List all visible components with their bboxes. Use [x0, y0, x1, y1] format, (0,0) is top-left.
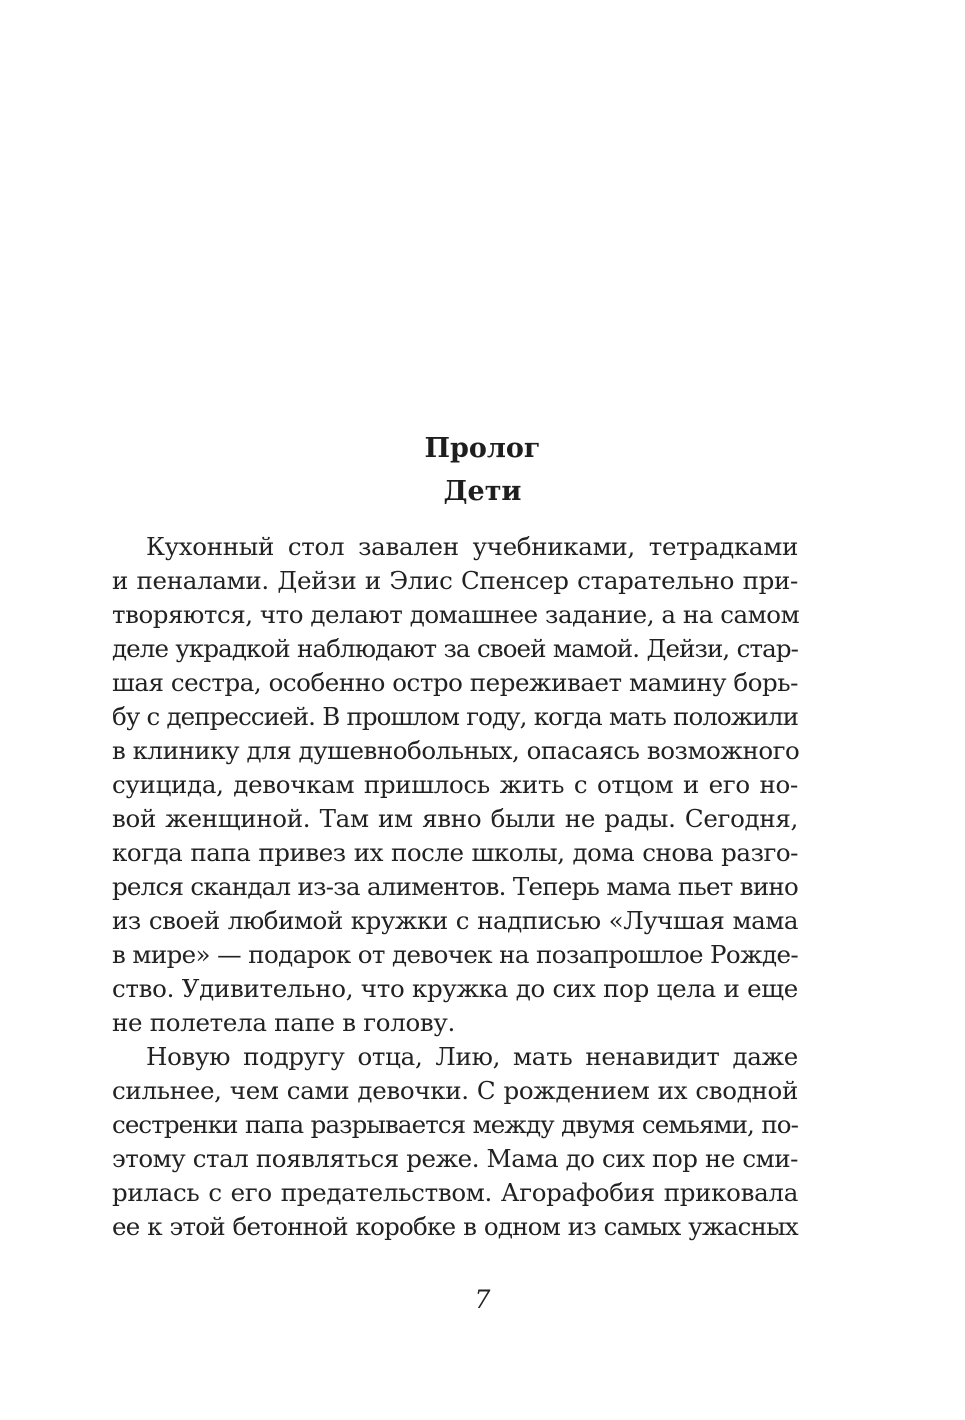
text-line: суицида, девочкам пришлось жить с отцом и его но- — [112, 770, 798, 799]
text-line: шая сестра, особенно остро переживает мамину борь- — [112, 668, 798, 697]
paragraph — [112, 1040, 798, 1244]
text-line: сестренки папа разрывается между двумя семьями, по- — [112, 1110, 798, 1139]
text-line: в мире» — подарок от девочек на позапрошлое Рожде- — [112, 940, 799, 969]
text-line: Кухонный стол завален учебниками, тетрадками — [146, 532, 798, 561]
text-line: ее к этой бетонной коробке в одном из самых ужасных — [112, 1212, 798, 1241]
text-line: деле украдкой наблюдают за своей мамой. Дейзи, стар- — [112, 634, 798, 663]
text-line: когда папа привез их после школы, дома снова разго- — [112, 838, 798, 867]
text-line: в клинику для душевнобольных, опасаясь возможного — [112, 736, 800, 765]
text-line: из своей любимой кружки с надписью «Лучшая мама — [112, 906, 798, 935]
body-text — [112, 530, 798, 1244]
text-line: ство. Удивительно, что кружка до сих пор цела и еще — [112, 974, 798, 1003]
text-line: бу с депрессией. В прошлом году, когда мать положили — [112, 702, 798, 731]
text-line: рилась с его предательством. Агорафобия приковала — [112, 1178, 798, 1207]
text-line: и пеналами. Дейзи и Элис Спенсер старательно при- — [112, 566, 798, 595]
text-line: не полетела папе в голову. — [112, 1008, 456, 1037]
text-line: сильнее, чем сами девочки. С рождением их сводной — [112, 1076, 798, 1105]
text-line: релся скандал из-за алиментов. Теперь мама пьет вино — [112, 872, 798, 901]
page-number: 7 — [474, 1285, 491, 1314]
text-line: этому стал появляться реже. Мама до сих пор не сми- — [112, 1144, 798, 1173]
text-line: творяются, что делают домашнее задание, а на самом — [112, 600, 800, 629]
text-line: Новую подругу отца, Лию, мать ненавидит даже — [146, 1042, 798, 1071]
chapter-subtitle: Дети — [443, 476, 522, 507]
chapter-title: Пролог — [424, 433, 541, 464]
text-line: вой женщиной. Там им явно были не рады. Сегодня, — [112, 804, 798, 833]
paragraph — [112, 530, 798, 1040]
